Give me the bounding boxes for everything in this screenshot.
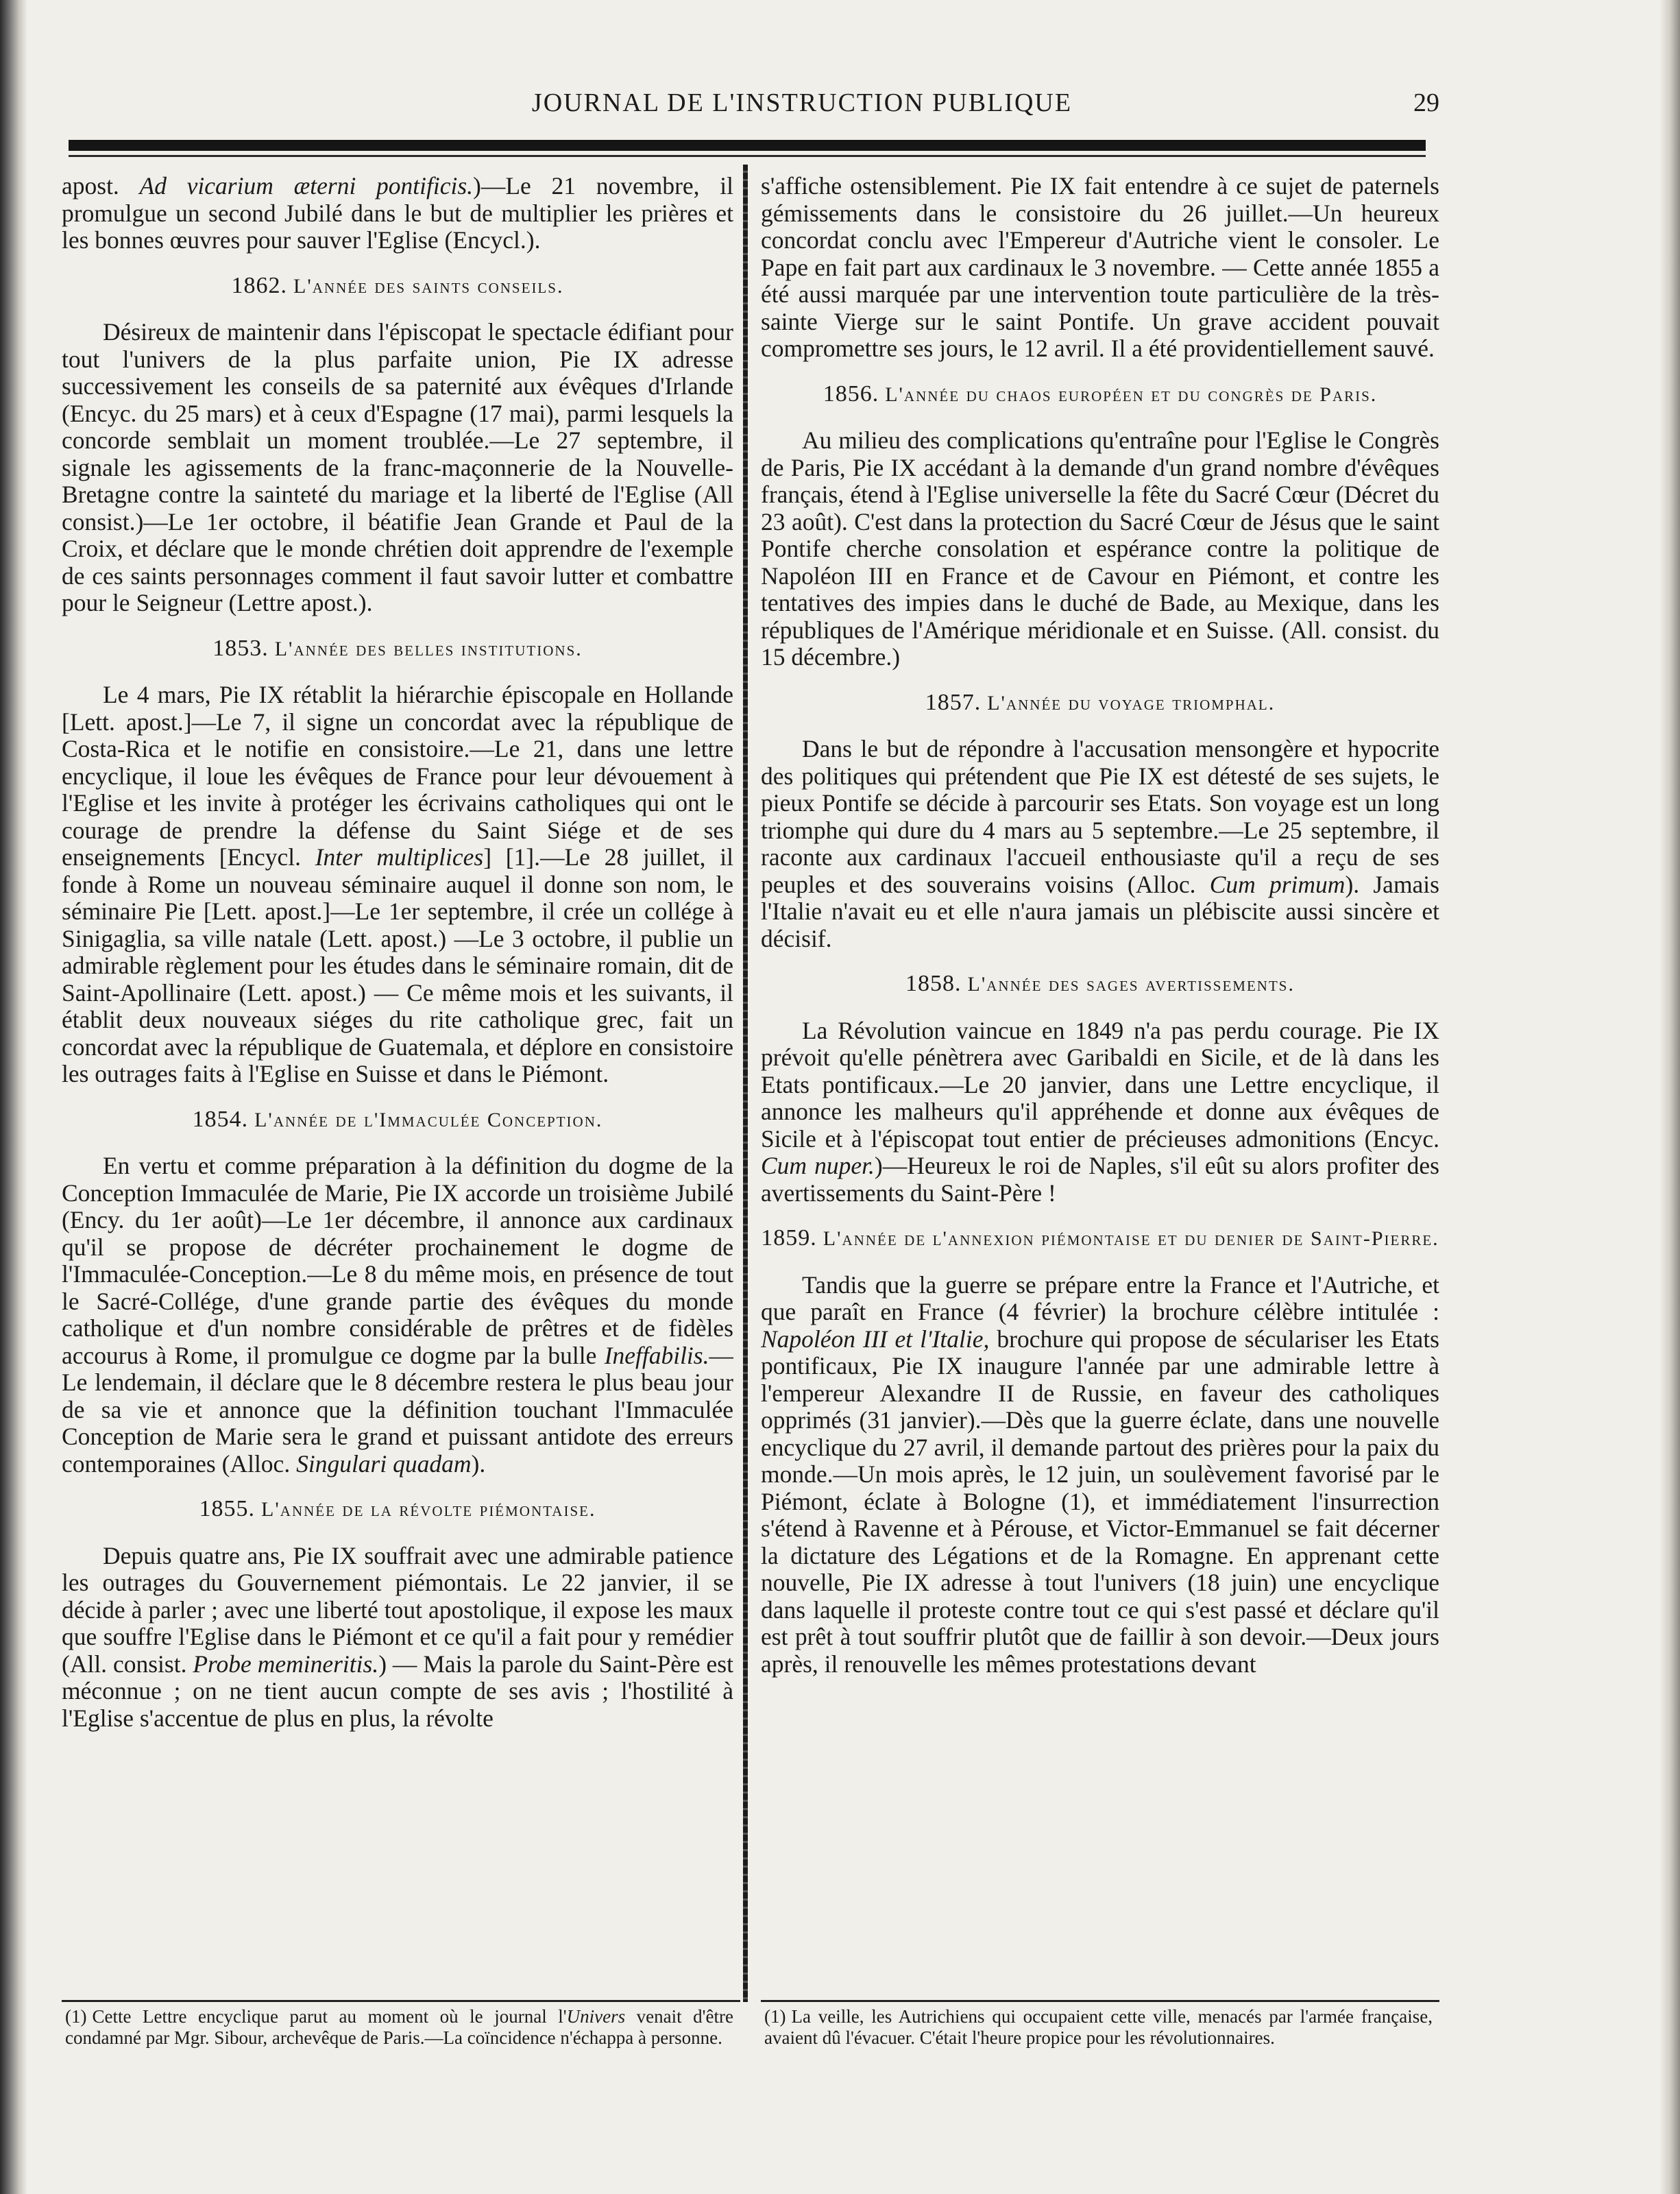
right-continuation-paragraph: s'affiche ostensiblement. Pie IX fait entendre à ce sujet de paternels gémissements dans le consistoire du 26 juillet.—Un heureux concordat conclu avec l'Empereur d'Autriche vient le consoler. Le Pape en fait part aux cardinaux le 3 novembre. — Cette année 1855 a été aussi marquée par une intervention toute particulière de la très-sainte Vierge sur le saint Pontife. Un grave accident pouvait compromettre ses jours, le 12 avril. Il a été providentiellement sauvé. <box>761 173 1439 362</box>
text-run: Cette Lettre encyclique parut au moment où le journal l' <box>92 2006 567 2027</box>
right-column <box>761 173 1439 1990</box>
section-heading-1857 <box>761 689 1439 717</box>
section-title: L'année de l'annexion piémontaise et du denier de Saint-Pierre. <box>823 1227 1439 1250</box>
section-year: 1855. <box>199 1496 256 1521</box>
section-year: 1853. <box>212 635 269 661</box>
page-header <box>69 88 1439 129</box>
text-run: ). Jamais l'Italie n'avait eu et elle n'aura jamais un plébiscite aussi sincère et décisif. <box>761 870 1439 952</box>
footnote-rule-right <box>761 2000 1439 2002</box>
text-run: brochure qui propose de séculariser les Etats pontificaux, Pie IX inaugure l'année par une admirable lettre à l'empereur Alexandre II de Russie, en faveur des catholiques opprimés (31 janvier).—Dès que la guerre éclate, dans une nouvelle encyclique du 27 avril, il demande partout des prières pour la paix du monde.—Un mois après, le 12 juin, un soulèvement favorisé par le Piémont, éclate à Bologne (1), et immédiatement l'insurrection s'étend à Ravenne et à Pérouse, et Victor-Emmanuel se fait décerner la dictature des Légations et de la Romagne. En apprenant cette nouvelle, Pie IX adresse à tout l'univers (18 juin) une encyclique dans laquelle il proteste contre tout ce qui s'est passé et déclare qu'il est prêt à tout souffrir plutôt que de faillir à son devoir.—Deux jours après, il renouvelle les mêmes protestations devant <box>761 1325 1439 1678</box>
text-run: apost. <box>62 173 140 200</box>
section-year: 1857. <box>925 689 982 715</box>
footnote-marker: (1) <box>65 2006 87 2027</box>
text-run: ) — Mais la parole du Saint-Père est méconnue ; on ne tient aucun compte de ses avis ; l'hostilité à l'Eglise s'accentue de plus en plus, la révolte <box>62 1650 733 1732</box>
left-intro-paragraph <box>62 173 733 254</box>
section-title: L'année du voyage triomphal. <box>987 691 1276 714</box>
italic-title: Cum primum <box>1209 870 1346 898</box>
section-year: 1856. <box>823 381 879 407</box>
section-year: 1859. <box>761 1225 817 1251</box>
section-text-1858 <box>761 1017 1439 1207</box>
footnote-rule-left <box>62 2000 740 2002</box>
text-run: Dans le but de répondre à l'accusation mensongère et hypocrite des politiques qui prétendent que Pie IX est détesté de ses sujets, le pieux Pontife se décide à parcourir ses Etats. Son voyage est un long triomphe qui dure du 4 mars au 5 septembre.—Le 25 septembre, il raconte aux cardinaux l'accueil enthousiaste qu'il a reçu de ses peuples et des souverains voisins (Alloc. <box>761 735 1439 898</box>
footnote-left <box>65 2006 733 2049</box>
section-title: L'année de la révolte piémontaise. <box>261 1498 596 1521</box>
section-title: L'année des sages avertissements. <box>967 973 1295 996</box>
section-text-1855 <box>62 1543 733 1733</box>
section-text-1856: Au milieu des complications qu'entraîne pour l'Eglise le Congrès de Paris, Pie IX accédant à la demande d'un grand nombre d'évêques français, étend à l'Eglise universelle la fête du Sacré Cœur (Décret du 23 août). C'est dans la protection du Sacré Cœur de Jésus que le saint Pontife cherche consolation et espérance contre la politique de Napoléon III en France et de Cavour en Piémont, et contre les tentatives des impies dans le duché de Bade, au Mexique, dans les républiques de l'Amérique méridionale et en Suisse. (All. consist. du 15 décembre.) <box>761 426 1439 671</box>
section-heading-1853 <box>62 635 733 663</box>
text-run: Tandis que la guerre se prépare entre la France et l'Autriche, et que paraît en France (4 février) la brochure célèbre intitulée : <box>761 1270 1439 1325</box>
italic-title: Napoléon III et l'Italie, <box>761 1325 990 1353</box>
text-run: En vertu et comme préparation à la définition du dogme de la Conception Immaculée de Marie, Pie IX accorde un troisième Jubilé (Ency. du 1er août)—Le 1er décembre, il annonce aux cardinaux qu'il se propose de décréter prochainement le dogme de l'Immaculée-Conception.—Le 8 du même mois, en présence de tout le Sacré-Collége, d'une grande partie des évêques du monde catholique et d'un nombre considérable de prêtres et de fidèles accourus à Rome, il promulgue ce dogme par la bulle <box>62 1152 733 1369</box>
section-text-1859 <box>761 1272 1439 1678</box>
section-heading-1859 <box>761 1225 1439 1253</box>
text-run: venait d'être condamné par Mgr. Sibour, archevêque de Paris.—La coïncidence n'échappa à personne. <box>65 2006 733 2048</box>
section-heading-1858 <box>761 970 1439 998</box>
page-edge <box>1659 0 1680 2194</box>
section-heading-1856 <box>761 381 1439 409</box>
section-title: L'année du chaos européen et du congrès de Paris. <box>885 383 1378 406</box>
page-number: 29 <box>1413 88 1439 117</box>
binding-edge <box>0 0 27 2194</box>
section-heading-1855 <box>62 1495 733 1523</box>
text-run: Le 4 mars, Pie IX rétablit la hiérarchie épiscopale en Hollande [Lett. apost.]—Le 7, il signe un concordat avec la république de Costa-Rica et le notifie en consistoire.—Le 21, dans une lettre encyclique, il loue les évêques de France pour leur dévouement à l'Eglise et les invite à protéger les écrivains catholiques qui ont le courage de prendre la défense du Saint Siége et de ses enseignements [Encycl. <box>62 681 733 871</box>
text-run: —Le lendemain, il déclare que le 8 décembre restera le plus beau jour de sa vie et annonce que la définition touchant l'Immaculée Conception de Marie sera le grand et puissant antidote des erreurs contemporaines (Alloc. <box>62 1341 733 1478</box>
section-title: L'année des saints conseils. <box>293 274 564 298</box>
italic-title: Cum nuper. <box>761 1152 875 1179</box>
section-heading-1852 <box>62 272 733 300</box>
left-column <box>62 173 733 1990</box>
header-rule-thin <box>69 155 1426 157</box>
section-text-1852: Désireux de maintenir dans l'épiscopat le spectacle édifiant pour tout l'univers de la plus parfaite union, Pie IX adresse successivement les conseils de sa paternité aux évêques d'Irlande (Encyc. du 25 mars) et à ceux d'Espagne (17 mai), parmi lesquels la concorde semblait un moment troublée.—Le 27 septembre, il signale les agissements de la franc-maçonnerie de la Nouvelle-Bretagne contre la sainteté du mariage et la liberté de l'Eglise (All consist.)—Le 1er octobre, il béatifie Jean Grande et Paul de la Croix, et déclare que le monde chrétien doit apprendre de l'exemple de ces saints personnages comment il faut savoir lutter et combattre pour le Seigneur (Lettre apost.). <box>62 318 733 616</box>
text-run: La veille, les Autrichiens qui occupaient cette ville, menacés par l'armée française, avaient dû l'évacuer. C'était l'heure propice pour les révolutionnaires. <box>764 2006 1433 2048</box>
footnote-marker: (1) <box>764 2006 786 2027</box>
text-run: La Révolution vaincue en 1849 n'a pas perdu courage. Pie IX prévoit qu'elle pénètrera avec Garibaldi en Sicile, et de là dans les Etats pontificaux.—Le 20 janvier, dans une Lettre encyclique, il annonce les malheurs qu'il appréhende et donne aux évêques de Sicile et à l'épiscopat tout entier de précieuses admonitions (Encyc. <box>761 1016 1439 1153</box>
italic-title: Singulari quadam <box>296 1449 472 1478</box>
section-year: 1858. <box>905 971 962 996</box>
section-title: L'année de l'Immaculée Conception. <box>254 1108 603 1131</box>
column-divider <box>743 165 748 2002</box>
section-title: L'année des belles institutions. <box>274 637 583 660</box>
text-run: )—Le 21 novembre, il promulgue un second Jubilé dans le but de multiplier les prières et les bonnes œuvres pour sauver l'Eglise (Encycl.). <box>62 173 733 254</box>
text-run: ] [1].—Le 28 juillet, il fonde à Rome un nouveau séminaire auquel il donne son nom, le séminaire Pie [Lett. apost.]—Le 1er septembre, il crée un collége à Sinigaglia, sa ville natale (Lett. apost.) —Le 3 octobre, il publie un admirable règlement pour les études dans le séminaire romain, dit de Saint-Apollinaire (Lett. apost.) — Ce même mois et les suivants, il établit deux nouveaux siéges du rite catholique grec, fait un concordat avec la république de Guatemala, et déplore en consistoire les outrages faits à l'Eglise en Suisse et dans le Piémont. <box>62 843 733 1087</box>
section-text-1857 <box>761 736 1439 952</box>
italic-title: Probe memineritis. <box>193 1650 379 1678</box>
section-text-1853 <box>62 682 733 1088</box>
italic-title: Ineffabilis. <box>604 1341 709 1369</box>
header-rule <box>69 140 1426 151</box>
section-year: 1854. <box>192 1106 249 1132</box>
section-year: 1862. <box>231 272 288 298</box>
italic-title: Ad vicarium æterni pontificis. <box>139 173 474 200</box>
text-run: Depuis quatre ans, Pie IX souffrait avec une admirable patience les outrages du Gouvernement piémontais. Le 22 janvier, il se décide à parler ; avec une liberté tout apostolique, il expose les maux que souffre l'Eglise dans le Piémont et ce qu'il a fait pour y remédier (All. consist. <box>62 1541 733 1678</box>
text-run: )—Heureux le roi de Naples, s'il eût su alors profiter des avertissements du Saint-Père ! <box>761 1152 1439 1207</box>
text-run: ). <box>471 1449 486 1478</box>
section-text-1854 <box>62 1153 733 1478</box>
italic-title: Inter multiplices <box>315 843 484 871</box>
footnote-right <box>764 2006 1433 2049</box>
section-heading-1854 <box>62 1106 733 1134</box>
italic-title: Univers <box>566 2006 626 2027</box>
running-title: JOURNAL DE L'INSTRUCTION PUBLIQUE <box>531 88 1073 117</box>
